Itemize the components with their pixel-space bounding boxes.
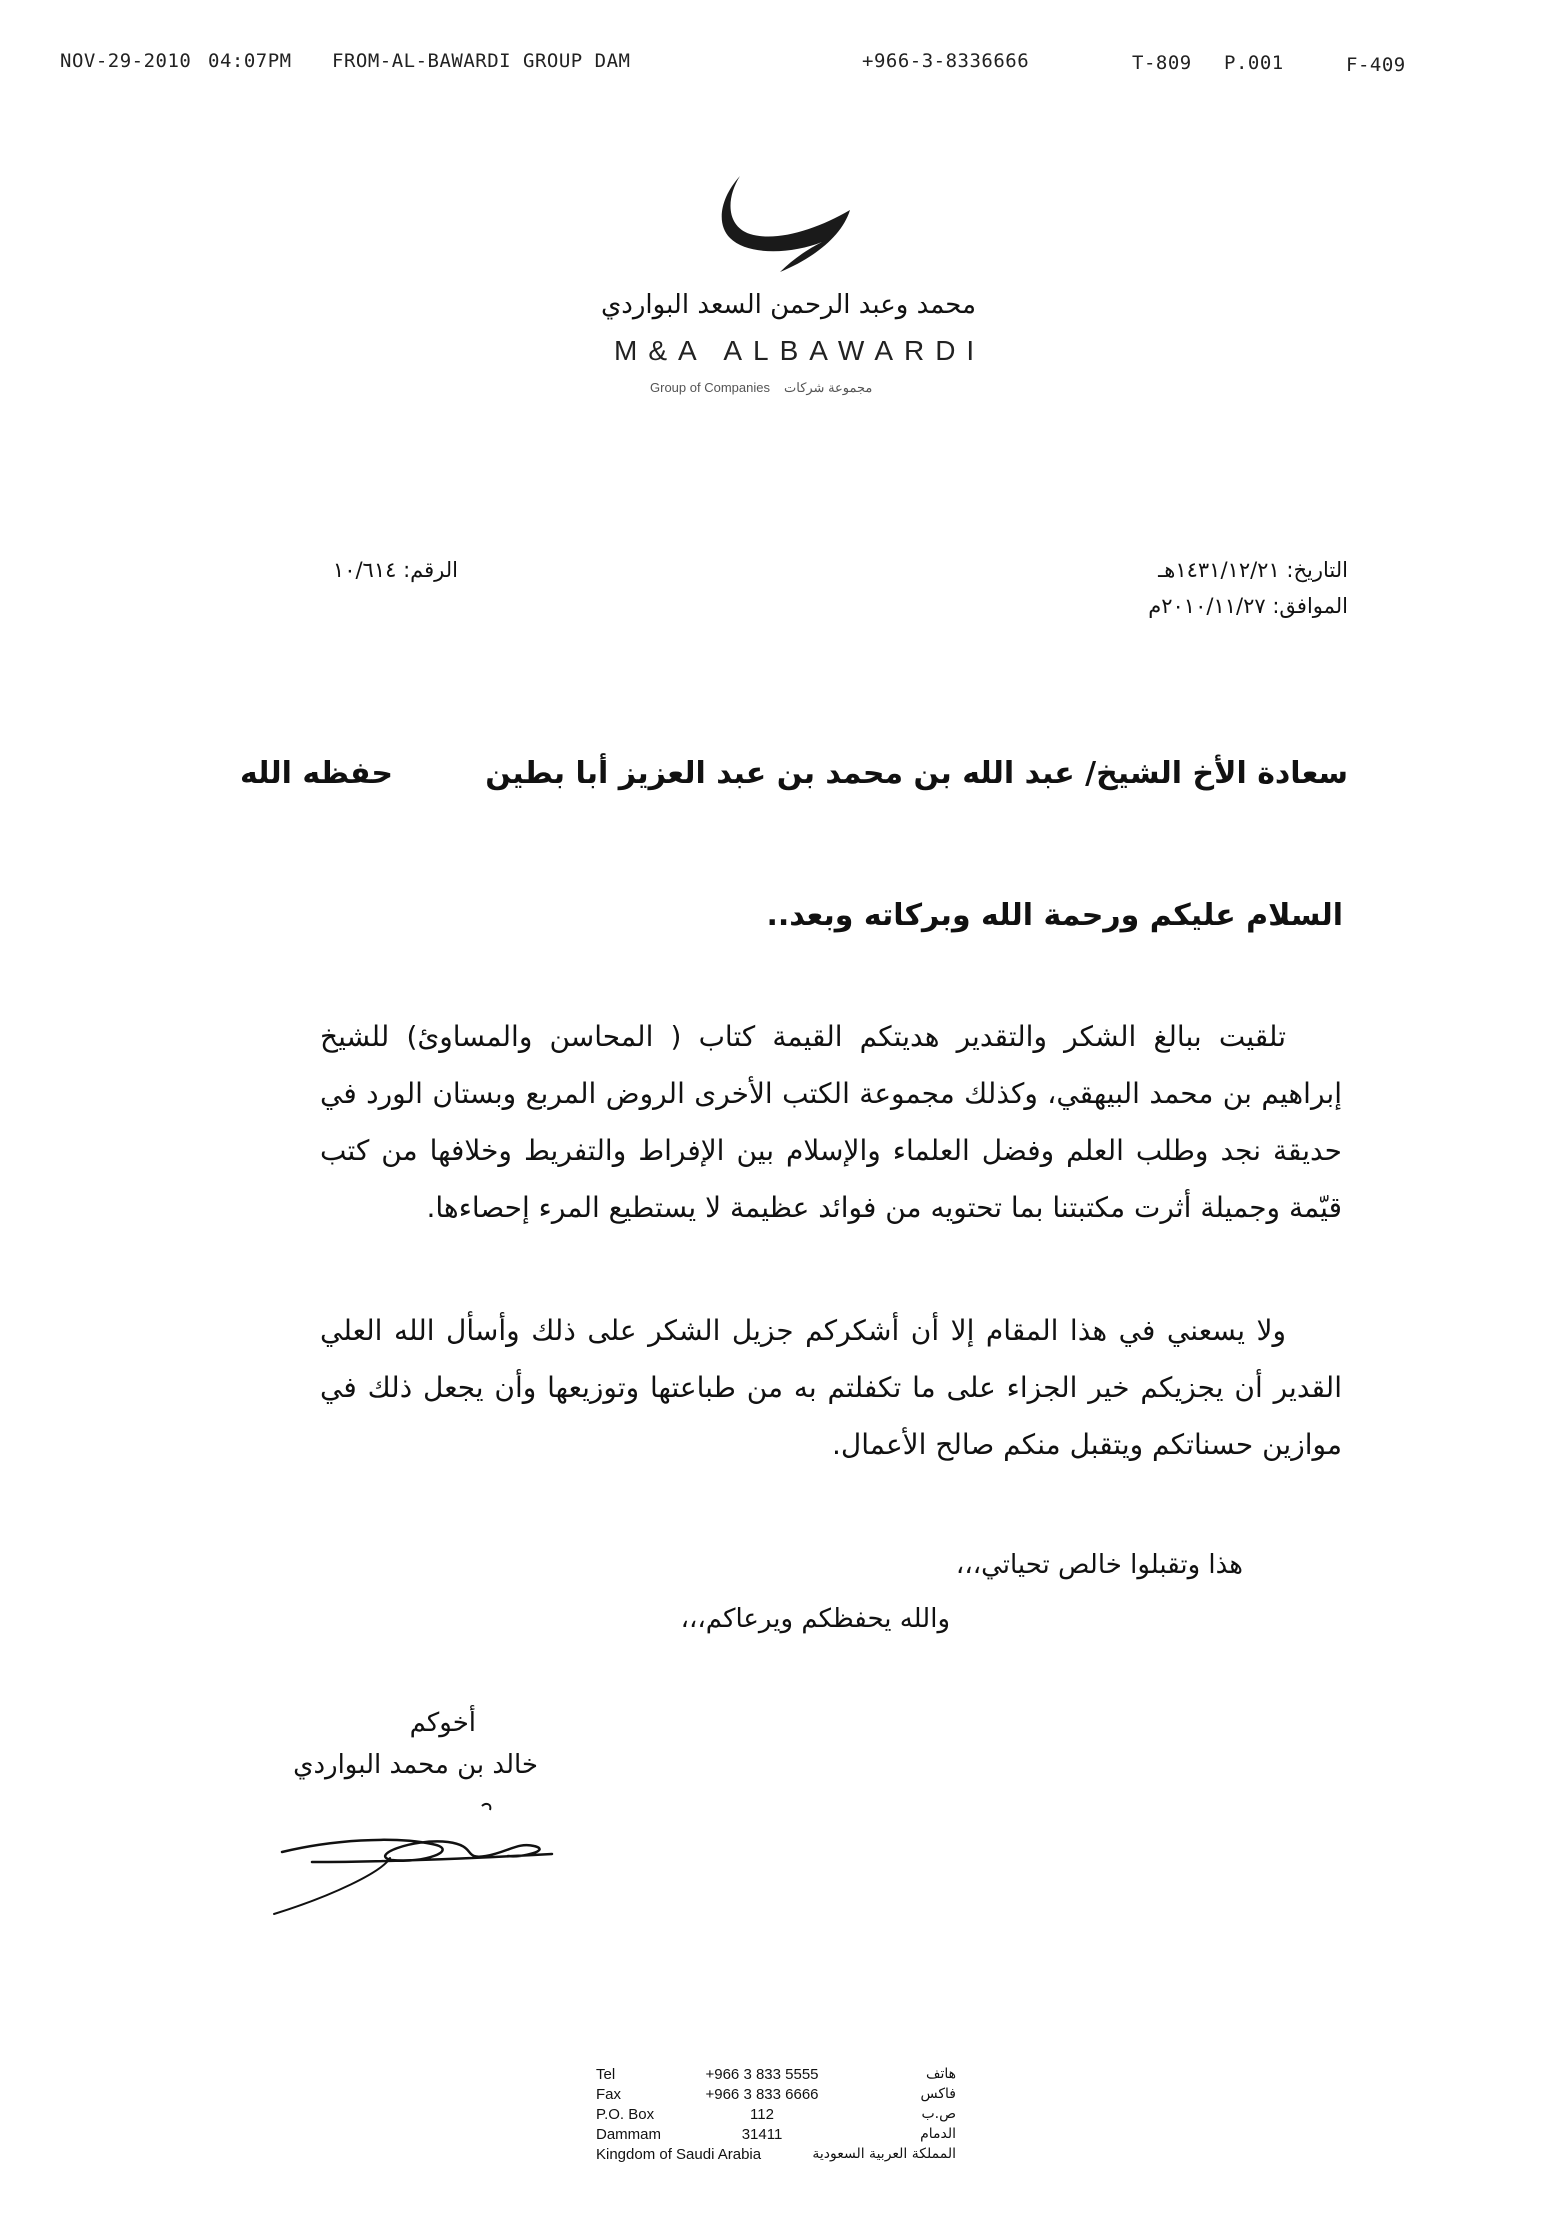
fax-from: FROM-AL-BAWARDI GROUP DAM: [332, 50, 631, 72]
footer-label-ar: الدمام: [920, 2126, 956, 2142]
signature-name: خالد بن محمد البواردي: [293, 1750, 538, 1780]
footer-value: 112: [750, 2106, 774, 2123]
footer-label-ar: ص.ب: [921, 2106, 956, 2122]
fax-form: F-409: [1346, 54, 1406, 76]
footer-label-en: Tel: [596, 2066, 616, 2083]
body-paragraph-2: ولا يسعني في هذا المقام إلا أن أشكركم جزيل الشكر على ذلك وأسأل الله العلي القدير أن يجزيكم خير الجزاء على ما تكفلتم به من طباعتها وتوزيعها وأن يجعل ذلك في موازين حسناتكم ويتقبل منكم صالح الأعمال.: [320, 1314, 1342, 1461]
fax-phone: +966-3-8336666: [862, 50, 1030, 72]
company-name-arabic: محمد وعبد الرحمن السعد البواردي: [600, 290, 976, 320]
reference-number: الرقم: ١٠/٦١٤: [332, 558, 458, 582]
date-gregorian: الموافق: ٢٠١٠/١١/٢٧م: [1148, 594, 1348, 618]
fax-transmission-id: T-809: [1132, 52, 1192, 74]
footer-label-en: Dammam: [596, 2126, 662, 2143]
footer-label-ar: فاكس: [920, 2086, 956, 2102]
signature-title: أخوكم: [409, 1708, 476, 1738]
handwritten-signature-icon: [272, 1800, 572, 1920]
company-logo-icon: [718, 168, 868, 283]
fax-date: NOV-29-2010: [60, 50, 192, 72]
body-paragraph-1: تلقيت ببالغ الشكر والتقدير هديتكم القيمة كتاب ( المحاسن والمساوئ) للشيخ إبراهيم بن محمد البيهقي، وكذلك مجموعة الكتب الأخرى الروض المربع وبستان الورد في حديقة نجد وطلب العلم وفضل العلماء والإسلام بين الإفراط والتفريط وخلافها من كتب قيّمة وجميلة أثرت مكتبتنا بما تحتويه من فوائد عظيمة لا يستطيع المرء إحصاءها.: [320, 1020, 1342, 1224]
footer-label-ar: هاتف: [925, 2066, 956, 2082]
company-name-english: M&A ALBAWARDI: [614, 335, 986, 366]
addressee-blessing: حفظه الله: [239, 756, 393, 791]
footer-row-tel: [596, 2066, 956, 2088]
company-subtitle-arabic: مجموعة شركات: [784, 380, 873, 395]
fax-time: 04:07PM: [208, 50, 292, 72]
fax-page: P.001: [1224, 52, 1284, 74]
greeting: السلام عليكم ورحمة الله وبركاته وبعد..: [766, 898, 1343, 933]
closing-line-2: والله يحفظكم ويرعاكم،،،: [680, 1604, 950, 1634]
footer-value: 31411: [741, 2126, 783, 2143]
footer-row-city: [596, 2126, 956, 2148]
closing-line-1: هذا وتقبلوا خالص تحياتي،،،: [955, 1550, 1243, 1580]
footer-row-country: [596, 2146, 956, 2168]
addressee-name: سعادة الأخ الشيخ/ عبد الله بن محمد بن عبد العزيز أبا بطين: [485, 756, 1348, 791]
footer-label-en: P.O. Box: [596, 2106, 655, 2123]
footer-label-en: Fax: [596, 2086, 622, 2103]
footer-value: +966 3 833 6666: [705, 2086, 819, 2103]
footer-value: +966 3 833 5555: [705, 2066, 819, 2083]
company-subtitle-english: Group of Companies: [650, 380, 770, 395]
footer-row-pobox: [596, 2106, 956, 2128]
footer-row-fax: [596, 2086, 956, 2108]
date-hijri: التاريخ: ١٤٣١/١٢/٢١هـ: [1158, 558, 1348, 582]
footer-label-ar: المملكة العربية السعودية: [812, 2146, 956, 2162]
footer-label-en: Kingdom of Saudi Arabia: [596, 2146, 762, 2163]
